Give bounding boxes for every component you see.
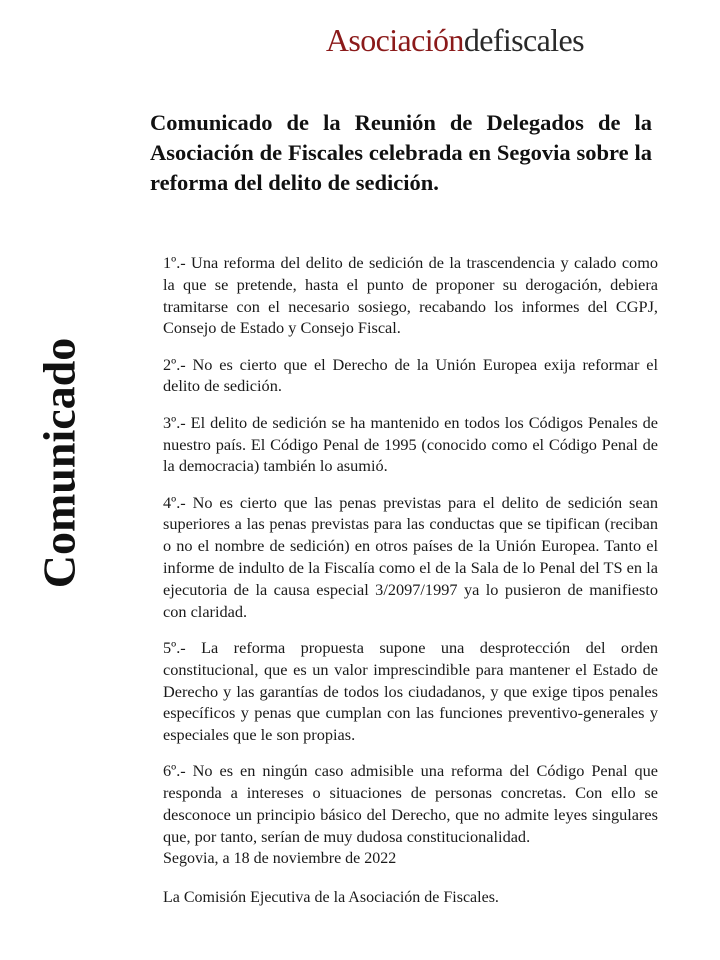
organization-logo [326, 22, 584, 59]
logo-part-asociacion: Asociación [325, 22, 464, 58]
vertical-label-container [22, 318, 96, 608]
point-4: 4º.- No es cierto que las penas previstas para el delito de sedición sean superiores a las penas previstas para las conductas que se tipifican (reciban o no el nombre de sedición) en otros países de la Unión Europea. Tanto el informe de indulto de la Fiscalía como el de la Sala de lo Penal del TS en la ejecutoria de la causa especial 3/2097/1997 ya lo pusieron de manifiesto con claridad. [163, 492, 658, 621]
document-title: Comunicado de la Reunión de Delegados de la Asociación de Fiscales celebrada en Segovia sobre la reforma del delito de sedición. [150, 110, 652, 195]
vertical-label: Comunicado [33, 337, 85, 589]
date-line: Segovia, a 18 de noviembre de 2022 [163, 850, 397, 867]
point-1: 1º.- Una reforma del delito de sedición de la trascendencia y calado como la que se pretende, hasta el punto de proponer su derogación, debiera tramitarse con el necesario sosiego, recabando los informes del CGPJ, Consejo de Estado y Consejo Fiscal. [163, 253, 658, 338]
point-5: 5º.- La reforma propuesta supone una desprotección del orden constitucional, que es un valor imprescindible para mantener el Estado de Derecho y las garantías de todos los ciudadanos, y que exige tipos penales específicos y penas que cumplan con las funciones preventivo-generales y especiales que le son propias. [163, 637, 658, 745]
point-6: 6º.- No es en ningún caso admisible una reforma del Código Penal que responda a intereses o situaciones de personas concretas. Con ello se desconoce un principio básico del Derecho, que no admite leyes singulares que, por tanto, serían de muy dudosa constitucionalidad. [163, 761, 658, 846]
signature-line: La Comisión Ejecutiva de la Asociación de Fiscales. [163, 889, 499, 906]
point-3: 3º.- El delito de sedición se ha mantenido en todos los Códigos Penales de nuestro país. El Código Penal de 1995 (conocido como el Código Penal de la democracia) también lo asumió. [163, 412, 658, 476]
point-2: 2º.- No es cierto que el Derecho de la Unión Europea exija reformar el delito de sedición. [163, 354, 658, 396]
logo-part-defiscales: defiscales [463, 22, 584, 58]
document-body [163, 252, 658, 862]
